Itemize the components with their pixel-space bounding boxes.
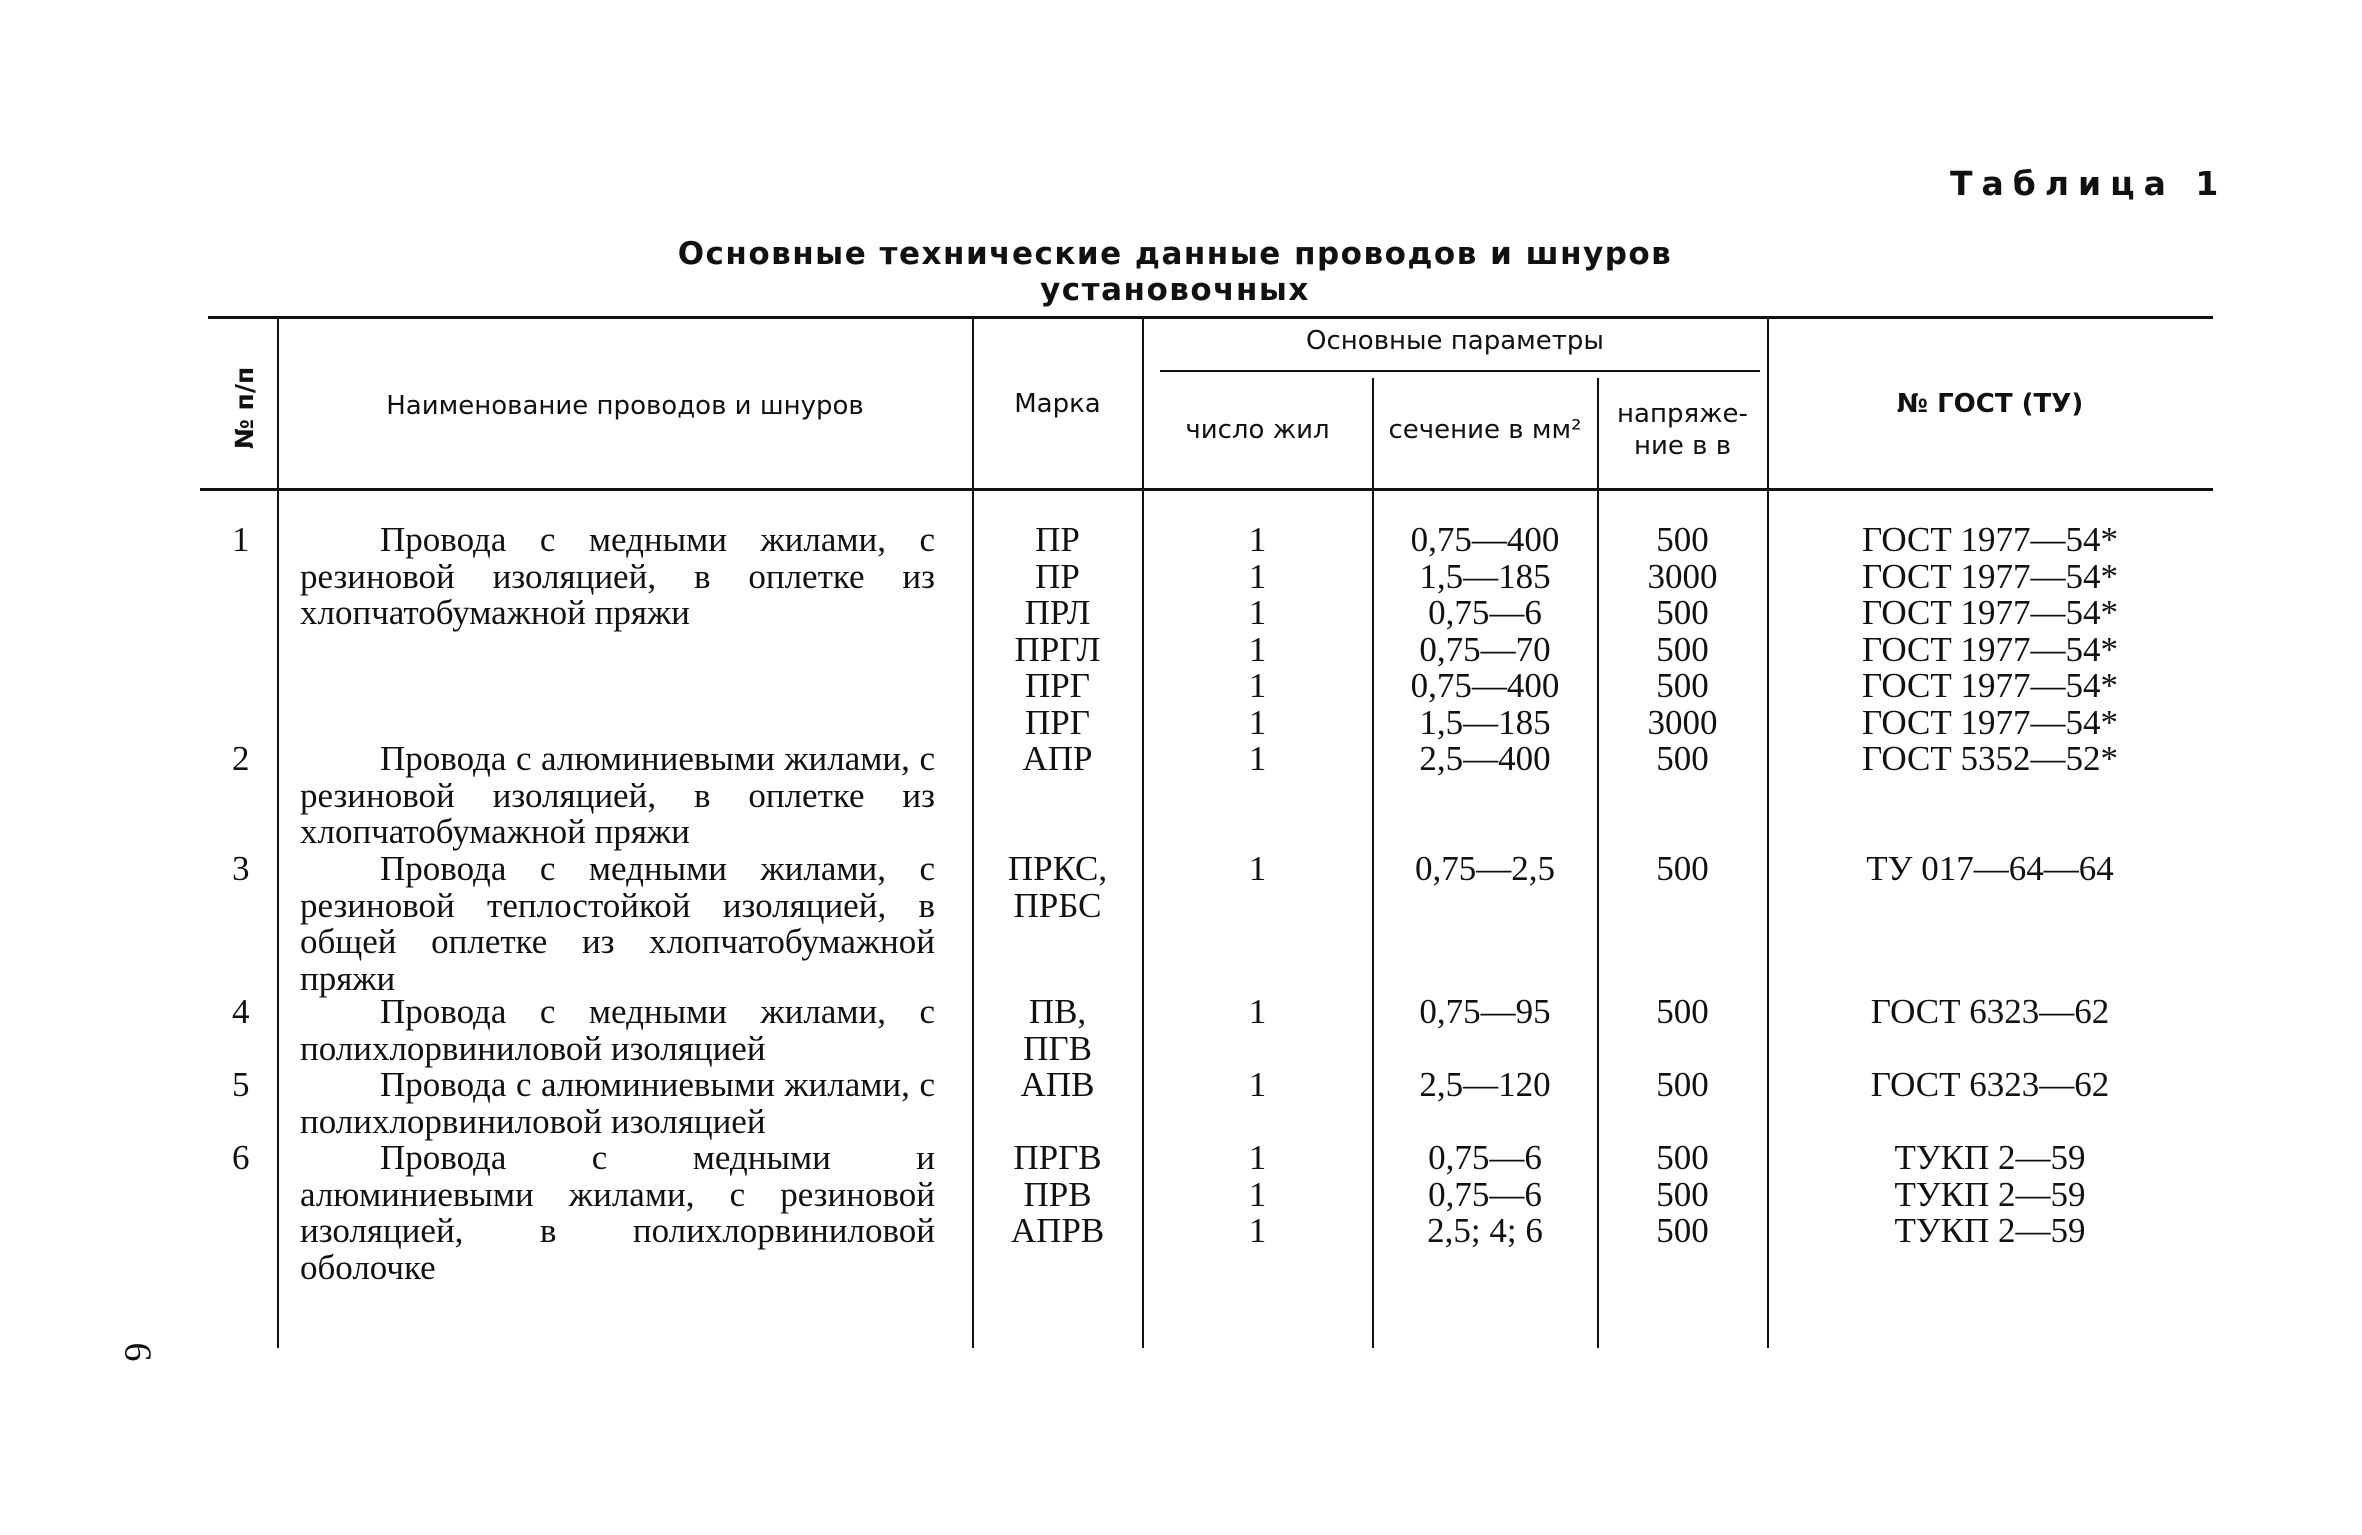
header-cores: число жил	[1185, 415, 1330, 445]
row-3-voltage: 500	[1656, 849, 1709, 888]
row-1-section: 1,5—185	[1419, 556, 1551, 596]
header-voltage	[1600, 398, 1765, 462]
row-6-section: 0,75—6	[1428, 1138, 1542, 1177]
row-4-num: 4	[232, 992, 250, 1031]
row-1-core: 1	[1248, 629, 1267, 669]
row-1-mark: ПРГ	[1025, 666, 1090, 705]
row-6-mark: АПРВ	[1010, 1211, 1105, 1250]
row-1-gost: ГОСТ 1977—54*	[1861, 593, 2119, 632]
row-1-gost: ГОСТ 1977—54*	[1861, 666, 2119, 705]
row-1-voltages	[1600, 522, 1765, 741]
params-group-rule	[1160, 370, 1760, 372]
row-2-name-text: Провода с алюминиевыми жилами, с резиновой изоляцией, в оплетке из хлопчатобумажной пряжи	[300, 739, 935, 851]
row-6-mark: ПРВ	[1023, 1174, 1092, 1214]
header-bottom-rule	[200, 488, 2213, 491]
row-1-section: 0,75—6	[1428, 593, 1542, 632]
row-4-gost: ГОСТ 6323—62	[1870, 992, 2110, 1031]
row-3-num: 3	[232, 849, 250, 888]
row-5-name-text: Провода с алюминиевыми жилами, с полихлорвиниловой изоляцией	[300, 1065, 935, 1141]
row-1-name	[300, 522, 935, 632]
row-6-num: 6	[232, 1138, 250, 1177]
row-1-voltage: 500	[1656, 629, 1709, 669]
row-6-voltages	[1600, 1140, 1765, 1250]
row-1-core: 1	[1248, 593, 1267, 632]
row-3-cores: 1	[1248, 849, 1267, 888]
header-params-group: Основные параметры	[1306, 326, 1604, 356]
row-2-marks	[975, 741, 1140, 778]
row-5-section: 2,5—120	[1419, 1065, 1551, 1104]
row-1-voltage: 3000	[1647, 556, 1718, 596]
row-2-mark: АПР	[1022, 739, 1093, 778]
row-1-mark: ПРГЛ	[1014, 629, 1101, 669]
row-1-gost: ГОСТ 1977—54*	[1861, 629, 2119, 669]
row-2-section: 2,5—400	[1419, 739, 1551, 778]
row-6-marks	[975, 1140, 1140, 1250]
row-6-core: 1	[1248, 1174, 1267, 1214]
row-6-section: 2,5; 4; 6	[1427, 1211, 1543, 1250]
row-4-name	[300, 994, 935, 1067]
row-1-section: 1,5—185	[1419, 702, 1551, 742]
page-number: 6	[116, 1342, 159, 1362]
row-1-core: 1	[1248, 702, 1267, 742]
row-6-core: 1	[1248, 1138, 1267, 1177]
header-gost: № ГОСТ (ТУ)	[1896, 389, 2084, 419]
row-5-name	[300, 1067, 935, 1140]
row-5-marks	[975, 1067, 1140, 1104]
row-6-name-text: Провода с медными и алюминиевыми жилами, с резиновой изоляцией, в полихлорвиниловой оболочке	[300, 1138, 935, 1287]
row-5-gost: ГОСТ 6323—62	[1870, 1065, 2110, 1104]
row-1-section: 0,75—70	[1419, 629, 1551, 669]
row-5-mark: АПВ	[1020, 1065, 1095, 1104]
table-caption: Таблица 1	[1950, 164, 2228, 203]
row-4-name-text: Провода с медными жилами, с полихлорвиниловой изоляцией	[300, 992, 935, 1068]
row-1-core: 1	[1248, 520, 1267, 559]
row-1-name-text: Провода с медными жилами, с резиновой изоляцией, в оплетке из хлопчатобумажной пряжи	[300, 520, 935, 632]
row-4-mark: ПГВ	[1023, 1028, 1092, 1068]
row-3-marks	[975, 851, 1140, 924]
row-1-voltage: 3000	[1647, 702, 1718, 742]
row-5-num: 5	[232, 1065, 250, 1104]
row-2-gost: ГОСТ 5352—52*	[1861, 739, 2119, 778]
row-4-cores: 1	[1248, 992, 1267, 1031]
row-6-name	[300, 1140, 935, 1286]
row-2-name	[300, 741, 935, 851]
header-marka: Марка	[1014, 389, 1101, 419]
row-6-voltage: 500	[1656, 1174, 1709, 1214]
table-title: Основные технические данные проводов и шнуров установочных	[677, 236, 1673, 308]
row-1-mark: ПР	[1035, 556, 1080, 596]
row-6-gost: ТУКП 2—59	[1894, 1138, 2086, 1177]
row-3-gost: ТУ 017—64—64	[1866, 849, 2114, 888]
row-6-cores	[1145, 1140, 1370, 1250]
row-6-mark: ПРГВ	[1013, 1138, 1102, 1177]
row-1-voltage: 500	[1656, 666, 1709, 705]
header-npp: № п/п	[230, 366, 259, 450]
row-1-marks	[975, 522, 1140, 741]
row-6-sections	[1375, 1140, 1595, 1250]
row-4-mark: ПВ,	[1028, 992, 1087, 1031]
row-1-section: 0,75—400	[1410, 666, 1560, 705]
row-1-core: 1	[1248, 666, 1267, 705]
row-1-section: 0,75—400	[1410, 520, 1560, 559]
row-1-sections	[1375, 522, 1595, 741]
row-2-num: 2	[232, 739, 250, 778]
row-4-section: 0,75—95	[1419, 992, 1551, 1031]
row-4-marks	[975, 994, 1140, 1067]
row-2-voltage: 500	[1656, 739, 1709, 778]
row-5-cores: 1	[1248, 1065, 1267, 1104]
table-top-rule	[208, 316, 2213, 319]
row-1-mark: ПР	[1035, 520, 1080, 559]
row-3-name	[300, 851, 935, 997]
row-1-gost: ГОСТ 1977—54*	[1861, 702, 2119, 742]
row-6-gost: ТУКП 2—59	[1894, 1211, 2086, 1250]
row-1-gost: ГОСТ 1977—54*	[1861, 556, 2119, 596]
row-6-gosts	[1770, 1140, 2210, 1250]
row-3-mark: ПРБС	[1013, 885, 1102, 925]
row-1-core: 1	[1248, 556, 1267, 596]
row-3-mark: ПРКС,	[1007, 849, 1108, 888]
column-rule-6	[1767, 318, 1769, 1348]
row-1-gosts	[1770, 522, 2210, 741]
row-3-name-text: Провода с медными жилами, с резиновой теплостойкой изоляцией, в общей оплетке из хлопчатобумажной пряжи	[300, 849, 935, 998]
header-voltage-line2: ние в в	[1633, 431, 1732, 461]
row-1-gost: ГОСТ 1977—54*	[1861, 520, 2119, 559]
row-1-cores	[1145, 522, 1370, 741]
row-4-voltage: 500	[1656, 992, 1709, 1031]
row-6-gost: ТУКП 2—59	[1894, 1174, 2086, 1214]
row-6-voltage: 500	[1656, 1211, 1709, 1250]
row-1-num: 1	[232, 520, 250, 559]
header-voltage-line1: напряже-	[1617, 399, 1748, 429]
column-rule-5	[1597, 378, 1599, 1348]
row-2-cores: 1	[1248, 739, 1267, 778]
column-rule-1	[277, 318, 279, 1348]
row-1-mark: ПРЛ	[1024, 593, 1091, 632]
row-1-voltage: 500	[1656, 520, 1709, 559]
header-name: Наименование проводов и шнуров	[386, 391, 864, 421]
row-3-section: 0,75—2,5	[1415, 849, 1555, 888]
column-rule-4	[1372, 378, 1374, 1348]
row-6-voltage: 500	[1656, 1138, 1709, 1177]
row-1-voltage: 500	[1656, 593, 1709, 632]
row-1-mark: ПРГ	[1025, 702, 1090, 742]
row-6-section: 0,75—6	[1428, 1174, 1542, 1214]
row-5-voltage: 500	[1656, 1065, 1709, 1104]
header-section: сечение в мм²	[1388, 415, 1582, 445]
row-6-core: 1	[1248, 1211, 1267, 1250]
column-rule-3	[1142, 318, 1144, 1348]
column-rule-2	[972, 318, 974, 1348]
